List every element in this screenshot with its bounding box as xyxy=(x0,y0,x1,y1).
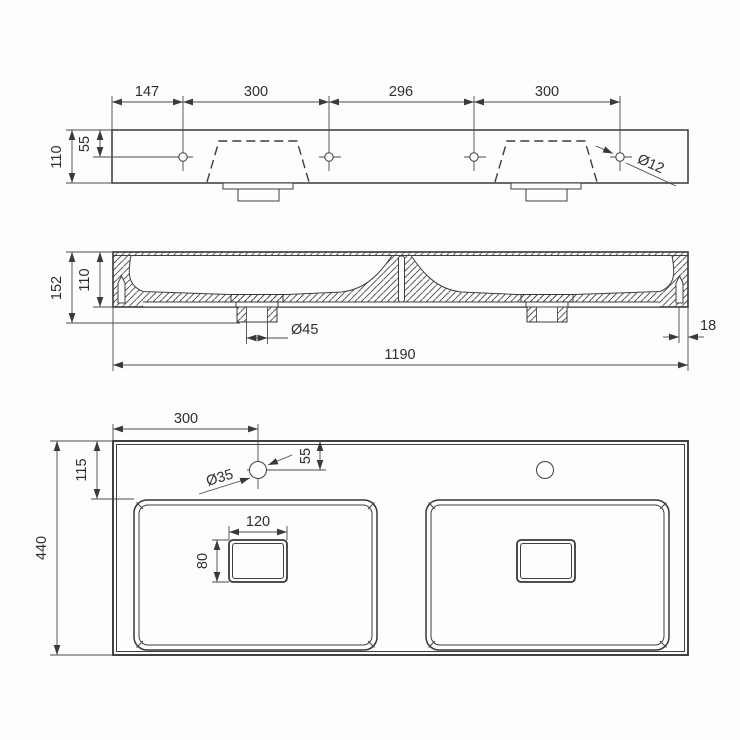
back-drain-left xyxy=(223,183,293,201)
plan-dim-55 xyxy=(268,441,326,470)
plan-outline-inner xyxy=(117,445,685,652)
section-cavity-right xyxy=(411,256,674,295)
section-dim-18 xyxy=(663,307,716,343)
back-dim-296-label: 296 xyxy=(388,84,414,100)
hole-1 xyxy=(179,153,187,161)
back-dim-147-label: 147 xyxy=(134,84,160,100)
mounting-holes xyxy=(93,96,632,171)
back-dim-300a-label: 300 xyxy=(243,84,269,100)
back-dim-55-label: 55 xyxy=(77,135,93,153)
hidden-basin-left xyxy=(207,141,309,182)
plan-dim-115 xyxy=(50,441,134,499)
plan-dim-120-label: 120 xyxy=(245,514,271,530)
wall-notch-right xyxy=(676,276,683,303)
plan-basin-right xyxy=(426,500,669,650)
section-drain-right xyxy=(521,295,573,323)
section-dia45-dimension xyxy=(247,322,319,344)
plan-outline xyxy=(113,441,688,655)
section-dia45-label: Ø45 xyxy=(291,322,319,338)
wall-notch-left xyxy=(118,276,125,303)
divider-slot xyxy=(399,256,405,302)
section-dim-18-label: 18 xyxy=(700,318,717,334)
back-drain-right xyxy=(511,183,581,201)
hole-2 xyxy=(325,153,333,161)
plan-drain-right xyxy=(517,540,575,582)
plan-dim-300 xyxy=(113,411,258,441)
tap-hole-right xyxy=(537,462,554,479)
back-dia12-callout xyxy=(596,146,676,186)
back-top-dimensions xyxy=(112,84,620,130)
plan-dim-300-label: 300 xyxy=(173,411,199,427)
back-dia12-label: Ø12 xyxy=(634,151,667,178)
tap-holes xyxy=(247,424,554,489)
section-cavity-left xyxy=(129,256,392,295)
plan-dim-440-label: 440 xyxy=(34,535,50,561)
back-dim-110-label: 110 xyxy=(49,145,65,169)
plan-dim-80-label: 80 xyxy=(195,552,211,570)
back-view xyxy=(49,84,688,201)
back-dim-300b-label: 300 xyxy=(534,84,560,100)
plan-dim-120 xyxy=(229,514,287,540)
back-panel-outline xyxy=(112,130,688,183)
section-view xyxy=(49,252,716,371)
section-dim-1190 xyxy=(113,307,688,371)
plan-dim-80 xyxy=(195,540,229,582)
tap-hole-left xyxy=(250,462,267,479)
hole-4 xyxy=(616,153,624,161)
plan-dia35-callout xyxy=(199,467,250,494)
plan-drain-left xyxy=(229,540,287,582)
section-dim-1190-label: 1190 xyxy=(384,347,416,363)
section-drain-left xyxy=(231,295,283,323)
plan-view xyxy=(34,411,688,655)
plan-dim-55-label: 55 xyxy=(298,447,314,465)
hole-3 xyxy=(470,153,478,161)
plan-dia35-label: Ø35 xyxy=(204,466,236,490)
plan-dim-115-label: 115 xyxy=(74,458,90,482)
section-dim-110-label: 110 xyxy=(77,268,93,292)
section-dim-152-label: 152 xyxy=(49,275,65,301)
hidden-basin-right xyxy=(495,141,597,182)
back-left-dimensions xyxy=(49,130,112,183)
